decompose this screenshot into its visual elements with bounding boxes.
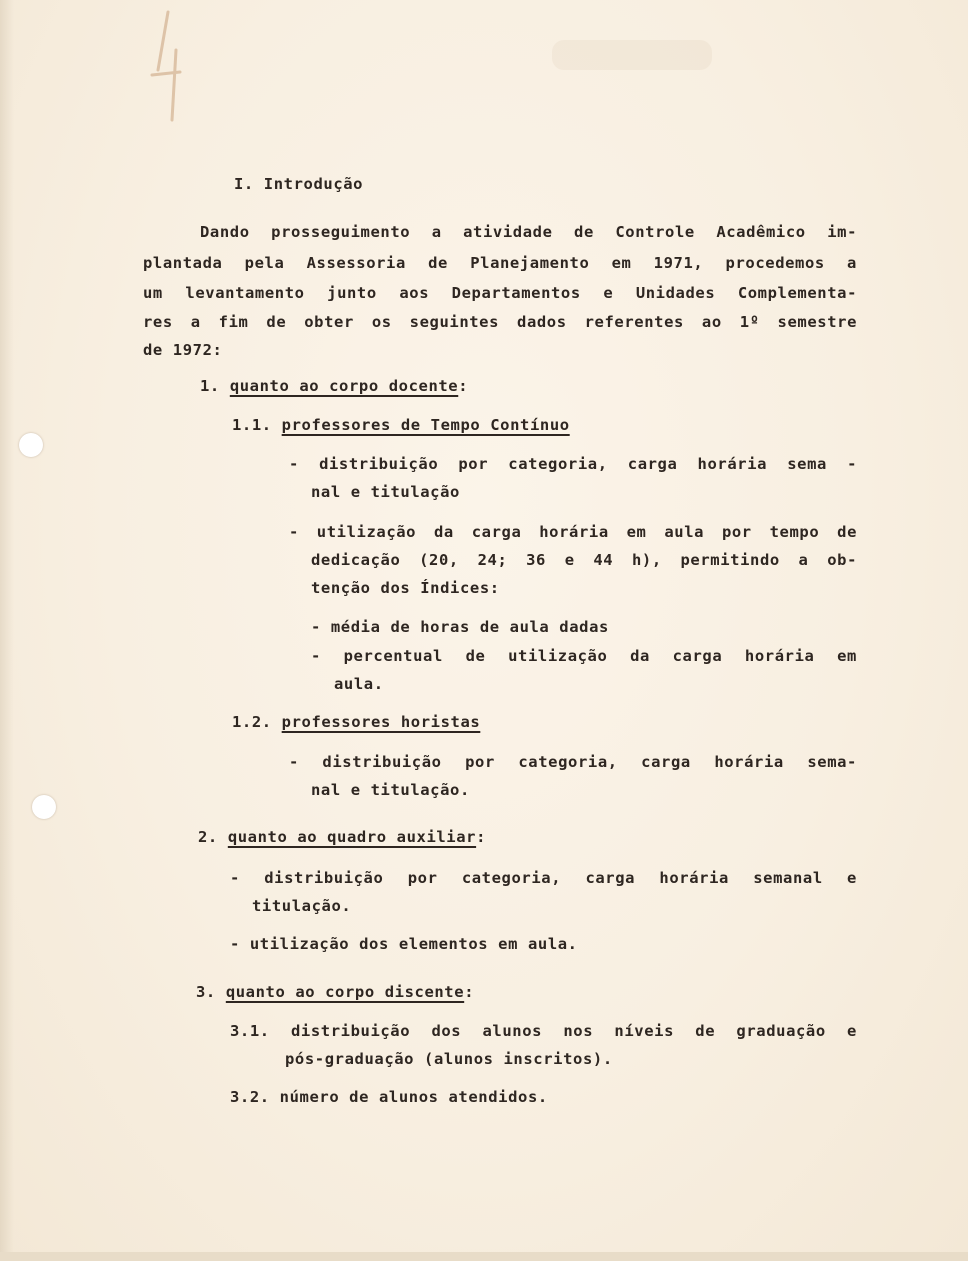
section-heading: I. Introdução — [234, 175, 364, 193]
bullet-line: titulação. — [252, 897, 352, 915]
bullet-line: dedicação (20, 24; 36 e 44 h), permitindo a ob- — [311, 551, 857, 569]
item-title: quanto ao corpo docente — [229, 377, 459, 395]
bullet-line: nal e titulação — [311, 483, 460, 501]
subitem-1-2-heading — [232, 712, 480, 732]
intro-line: res a fim de obter os seguintes dados referentes ao 1º semestre — [143, 313, 857, 331]
numbered-line: 3.1. distribuição dos alunos nos níveis de graduação e — [230, 1022, 857, 1040]
subitem-1-1-heading — [232, 415, 570, 435]
item-colon: : — [476, 828, 487, 846]
page-bottom-edge — [0, 1252, 968, 1261]
punch-hole — [32, 795, 56, 819]
punch-hole — [19, 433, 43, 457]
page-edge-shadow — [0, 0, 14, 1261]
item-title: professores de Tempo Contínuo — [281, 416, 570, 434]
item-title: quanto ao quadro auxiliar — [227, 828, 477, 846]
bullet-line: tenção dos Índices: — [311, 579, 500, 597]
intro-line: Dando prosseguimento a atividade de Controle Acadêmico im- — [200, 223, 857, 241]
sub-bullet-line: - média de horas de aula dadas — [311, 618, 609, 636]
staple-rust-mark — [140, 10, 210, 130]
bullet-line: - distribuição por categoria, carga horária sema- — [289, 753, 857, 771]
item-title: professores horistas — [281, 713, 481, 731]
item-number: 1. — [200, 377, 220, 395]
item-number: 1.1. — [232, 416, 272, 434]
item-2-heading — [198, 827, 486, 847]
faded-stamp — [552, 40, 712, 70]
item-3-heading — [196, 982, 474, 1002]
bullet-line: - utilização dos elementos em aula. — [230, 935, 578, 953]
bullet-line: nal e titulação. — [311, 781, 470, 799]
item-number: 2. — [198, 828, 218, 846]
intro-line: um levantamento junto aos Departamentos e Unidades Complementa- — [143, 284, 857, 302]
item-title: quanto ao corpo discente — [225, 983, 465, 1001]
intro-line: plantada pela Assessoria de Planejamento em 1971, procedemos a — [143, 254, 857, 272]
intro-line: de 1972: — [143, 341, 223, 359]
numbered-line: 3.2. número de alunos atendidos. — [230, 1088, 548, 1106]
item-colon: : — [458, 377, 469, 395]
item-number: 1.2. — [232, 713, 272, 731]
item-1-heading — [200, 376, 468, 396]
item-number: 3. — [196, 983, 216, 1001]
sub-bullet-line: - percentual de utilização da carga horária em — [311, 647, 857, 665]
numbered-line: pós-graduação (alunos inscritos). — [285, 1050, 613, 1068]
sub-bullet-line: aula. — [334, 675, 384, 693]
bullet-line: - distribuição por categoria, carga horária sema - — [289, 455, 857, 473]
bullet-line: - distribuição por categoria, carga horária semanal e — [230, 869, 857, 887]
item-colon: : — [464, 983, 475, 1001]
bullet-line: - utilização da carga horária em aula por tempo de — [289, 523, 857, 541]
